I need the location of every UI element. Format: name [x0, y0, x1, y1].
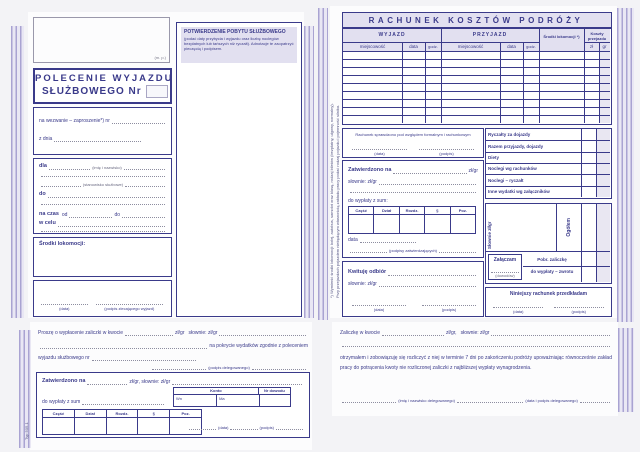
gr-column-shade: [599, 51, 610, 123]
fill-line: [112, 120, 165, 124]
fill-row: [39, 228, 167, 232]
signature-hint: (podpis): [439, 151, 454, 156]
delegation-box: [33, 158, 172, 234]
fill-line: [41, 183, 81, 187]
fill-line: [493, 304, 543, 308]
signature-hint: (podpis): [259, 425, 274, 430]
advance-receipt-line2: [340, 343, 612, 347]
stay-confirmation-box: [176, 22, 302, 317]
pay-from-row: [42, 399, 166, 405]
attach-hint: (dowodów): [495, 273, 515, 278]
expense-title: RACHUNEK KOSZTÓW PODRÓŻY: [368, 16, 584, 25]
fill-line: [87, 381, 127, 385]
name-hint: (imię i nazwisko): [92, 164, 122, 170]
date-hint: (data): [218, 425, 229, 430]
summary-row: Diety: [488, 155, 500, 160]
checked-box: [342, 128, 484, 158]
footnote-rotated-1: *) Wymienić środki lokomocji: kolej, autobus, samolot oraz klasę, rodzaj biletów (bezpłatny, ulgowy, normalny).: [329, 103, 334, 298]
fill-line: [41, 201, 165, 205]
fill-line: [41, 173, 165, 177]
purpose-row: [39, 220, 167, 227]
advance-approved-row: [42, 378, 304, 385]
fill-line: [41, 228, 165, 232]
fill-line: [393, 170, 466, 174]
purpose-label: w celu: [39, 220, 56, 226]
delegate-name-hint: (imię i nazwisko delegowanego): [398, 398, 455, 403]
approved-label: Zatwierdzono na: [348, 167, 392, 173]
col-cost: Koszty przejazdu: [587, 31, 607, 41]
time-label: na czas: [39, 211, 59, 217]
col-transport: Środki lokomocji *): [543, 34, 580, 39]
signature-slot: [418, 146, 475, 156]
for-label: dla: [39, 163, 47, 169]
approved-box: [342, 160, 484, 258]
advance-request-line2: [38, 343, 308, 349]
order-title-box: [33, 68, 172, 104]
col-place-arr: miejscowość: [457, 44, 484, 49]
advance-approved-signature-row: [187, 425, 305, 430]
binding-stripes-bottom-right: [618, 328, 634, 412]
transport-box: [33, 237, 172, 277]
total-cell: [556, 204, 581, 251]
stamp-box: [33, 17, 170, 63]
total-vertical-label: Ogółem: [565, 218, 572, 237]
in-words-label: słownie: zł/gr: [460, 330, 490, 336]
date-slot: [351, 146, 408, 156]
summary-row: Noclegi wg rachunków: [488, 166, 537, 171]
checked-text: Rachunek sprawdzono pod względem formalnym i rachunkowym: [355, 132, 471, 137]
fill-line: [69, 214, 112, 218]
totals-box: [485, 203, 612, 284]
delegate-row: [39, 163, 167, 170]
fill-line: [172, 381, 302, 385]
fill-line: [40, 345, 207, 349]
fill-line: [41, 301, 88, 305]
budget-header: [349, 207, 475, 215]
submit-text: Niniejszy rachunek przedkładam: [509, 291, 588, 297]
advance-taken-label: Pobr. zaliczkę: [537, 257, 567, 262]
budget-table-2: [42, 409, 202, 435]
fill-line: [352, 146, 407, 150]
budget-col: Dział: [75, 410, 107, 417]
fill-line: [457, 399, 523, 403]
budget-col: Poz.: [458, 208, 467, 213]
pay-from-label: do wypłaty z sum:: [348, 198, 388, 204]
order-no-label: wyjazdu służbowego nr: [38, 355, 90, 361]
date-signature-hint: (data i podpis delegowanego): [525, 398, 578, 403]
submit-box: [485, 287, 612, 317]
fill-line: [125, 332, 173, 336]
fill-line: [342, 399, 396, 403]
fill-line: [92, 357, 196, 361]
fill-row: [39, 173, 167, 177]
destination-row: [39, 191, 167, 198]
fill-row: [348, 189, 478, 193]
budget-col: Rozdz.: [400, 207, 425, 214]
receipt-row: [348, 269, 478, 276]
budget-col: Poz.: [181, 411, 190, 416]
fill-line: [230, 426, 257, 430]
approvers-hint: (podpisy zatwierdzających): [388, 248, 438, 253]
orderer-signature-hint: (podpis zlecającego wyjazd): [104, 306, 155, 311]
account-header: [174, 388, 290, 395]
fill-line: [580, 399, 610, 403]
binding-stripes-left: [11, 26, 24, 318]
col-zl: zł: [589, 44, 594, 49]
invitation-row: [39, 118, 167, 124]
until-label: do: [114, 211, 120, 218]
receipt-label: Kwituję odbiór: [348, 269, 387, 275]
credit-cell: Ma: [217, 395, 260, 406]
request-label: Proszę o wypłacenie zaliczki w kwocie: [38, 330, 124, 336]
advance-approved-box: [36, 372, 310, 438]
form-code-rotated: Typ 505-1: [24, 422, 29, 440]
doc-no-label: Nr dowodu: [263, 388, 285, 393]
fill-line: [350, 189, 476, 193]
attach-label: Załączam: [493, 257, 517, 263]
invitation-date-row: [39, 136, 167, 142]
approvers-row: [348, 248, 478, 253]
stay-confirmation-note: (podać daty przybycia i wyjazdu oraz liczbę noclegów bezpłatnych lub tańszych niż ryczałt). Adnotacje te zaopatrzyć pieczęcią i podpisem.: [184, 36, 294, 51]
fill-line: [342, 343, 610, 347]
advance-declaration: otrzymałem i zobowiązuję się rozliczyć z niej w terminie 7 dni po zakończeniu podróży upoważniając równocześnie zakład pracy do potrącenia kwoty nie rozliczonej zaliczki z najbliższej wypłaty wynagrodzenia.: [340, 355, 612, 371]
payout-label: do wypłaty – zwrotu: [530, 269, 574, 274]
advance-receipt-signature-row: [340, 398, 612, 403]
fill-line: [554, 304, 604, 308]
account-label: Konto: [174, 388, 259, 394]
fill-line: [152, 366, 206, 370]
binding-stripes-right: [617, 8, 634, 322]
order-title-line2-row: [42, 85, 168, 98]
fill-line: [439, 249, 476, 253]
budget-col: Dział: [374, 207, 399, 214]
order-title-line1: POLECENIE WYJAZDU: [35, 73, 174, 84]
fill-line: [360, 239, 416, 243]
budget-col: §: [138, 410, 170, 417]
delegate-signature-row: [150, 365, 308, 370]
attachments-box: [488, 254, 522, 280]
duration-row: [39, 211, 167, 218]
date-hint: (data): [373, 307, 385, 312]
approved-row: [348, 167, 478, 174]
summary-row: Inne wydatki wg załączników: [488, 189, 550, 194]
purpose-text: na pokrycie wydatków zgodnie z poleceniem: [209, 343, 308, 349]
budget-col: Część: [349, 207, 374, 214]
order-title-line2: SŁUŻBOWEGO Nr: [42, 86, 142, 97]
order-signature-row: [40, 301, 164, 311]
order-number-field: [146, 85, 168, 98]
date-label: data: [348, 237, 358, 243]
fill-line: [419, 146, 474, 150]
budget-header: [43, 410, 201, 418]
gr-column-shade: [596, 204, 610, 282]
position-row: [39, 182, 167, 187]
fill-line: [219, 332, 306, 336]
pay-from-label: do wypłaty z sum: [42, 399, 81, 405]
invitation-label: na wezwanie – zaproszenie*) nr: [39, 118, 110, 124]
stamp-place-hint: (m. p.): [154, 55, 166, 60]
col-departure: WYJAZD: [378, 32, 406, 38]
invitation-date-label: z dnia: [39, 136, 53, 142]
budget-col: §: [425, 207, 450, 214]
fill-line: [189, 426, 216, 430]
in-words-label: słownie: zł/gr: [188, 330, 218, 336]
fill-line: [122, 214, 165, 218]
checked-signature-row: [351, 146, 475, 156]
account-row: [174, 395, 290, 406]
fill-line: [49, 166, 90, 170]
order-signature-box: [33, 280, 172, 317]
fill-line: [96, 301, 163, 305]
receipt-box: [342, 261, 484, 317]
date-hint: (data): [59, 306, 70, 311]
date-row: [348, 237, 418, 243]
signature-slot: [553, 304, 606, 314]
currency-label: zł/gr: [468, 167, 478, 174]
fill-line: [352, 302, 406, 306]
doc-no-cell: [260, 395, 290, 406]
budget-col: Część: [43, 410, 75, 417]
signature-slot: [421, 302, 477, 312]
summary-row: Noclegi – ryczałt: [488, 177, 524, 183]
signature-hint: (podpis): [571, 309, 586, 314]
fill-line: [58, 223, 165, 227]
transport-label: Środki lokomocji:: [39, 241, 86, 247]
fill-line: [379, 181, 476, 185]
fill-line: [422, 302, 476, 306]
fill-line: [379, 283, 476, 287]
debit-cell: Wn: [174, 395, 217, 406]
stay-confirmation-header: [181, 27, 297, 63]
date-slot: [351, 302, 407, 312]
date-hint: (data): [513, 309, 524, 314]
stay-confirmation-title: POTWIERDZENIE POBYTU SŁUŻBOWEGO: [184, 29, 286, 35]
orderer-signature-slot: [95, 301, 164, 311]
date-signature-slot: [40, 301, 89, 311]
position-hint: (stanowisko służbowe): [82, 182, 124, 187]
currency-label: zł/gr: [175, 330, 185, 336]
date-hint: (data): [374, 151, 385, 156]
col-place-dep: miejscowość: [359, 44, 386, 49]
fill-line: [276, 426, 303, 430]
fill-row: [39, 201, 167, 205]
from-label: od: [61, 211, 68, 218]
signature-hint: (podpis): [441, 307, 457, 312]
amount-label: Zaliczkę w kwocie: [340, 330, 381, 336]
budget-empty-row: [43, 418, 201, 434]
advance-receipt-line1: [340, 330, 612, 336]
account-table: [173, 387, 291, 407]
receipt-signature-row: [351, 302, 477, 312]
in-words-label: słownie: zł/gr: [348, 281, 377, 287]
budget-empty-row: [349, 215, 475, 233]
delegate-signature-hint: (podpis delegowanego): [208, 365, 250, 370]
footnote-rotated-2: Przy przejazdach pojazdem niebędącym własnością zakładu pracy podać rodzaj pojazdu i pojemność silnika.: [335, 104, 340, 298]
in-words-row: [348, 179, 478, 185]
col-hour-dep: godz.: [428, 44, 438, 49]
receipt-words-row: [348, 281, 478, 287]
col-gr: gr: [602, 44, 607, 49]
travel-table: [342, 28, 612, 125]
fill-line: [388, 272, 476, 276]
advance-request-line1: [38, 330, 308, 336]
col-date-dep: data: [409, 44, 418, 49]
binding-stripes-mid-left: [304, 26, 314, 318]
currency-label: zł/gr,: [446, 330, 457, 336]
budget-table: [348, 206, 476, 234]
summary-row: Razem przyjazdy, dojazdy: [488, 143, 544, 149]
invitation-box: [33, 107, 172, 155]
col-hour-arr: godz.: [526, 44, 536, 49]
budget-col: Rozdz.: [107, 410, 139, 417]
summary-row: Ryczałty za dojazdy: [488, 132, 531, 137]
submit-signature-row: [492, 304, 605, 314]
binding-stripes-mid-right: [318, 8, 328, 320]
fill-line: [124, 166, 165, 170]
approved-label: Zatwierdzono na: [42, 378, 86, 384]
cost-summary-table: [485, 128, 612, 199]
in-words-vertical-label: Słownie zł/gr: [487, 221, 492, 249]
expense-title-bar: [342, 12, 612, 28]
fill-line: [382, 332, 444, 336]
fill-line: [491, 332, 610, 336]
in-words-label: słownie: zł/gr: [348, 179, 377, 185]
col-date-arr: data: [507, 44, 516, 49]
advance-request-line3: [38, 355, 198, 361]
col-arrival: PRZYJAZD: [472, 32, 508, 38]
fill-line: [125, 183, 165, 187]
to-label: do: [39, 191, 46, 197]
fill-line: [82, 401, 164, 405]
fill-line: [48, 194, 165, 198]
fill-line: [350, 249, 387, 253]
fill-line: [252, 366, 306, 370]
approved-currency: zł/gr, słownie: zł/gr: [129, 378, 171, 385]
date-slot: [492, 304, 545, 314]
fill-line: [54, 138, 141, 142]
